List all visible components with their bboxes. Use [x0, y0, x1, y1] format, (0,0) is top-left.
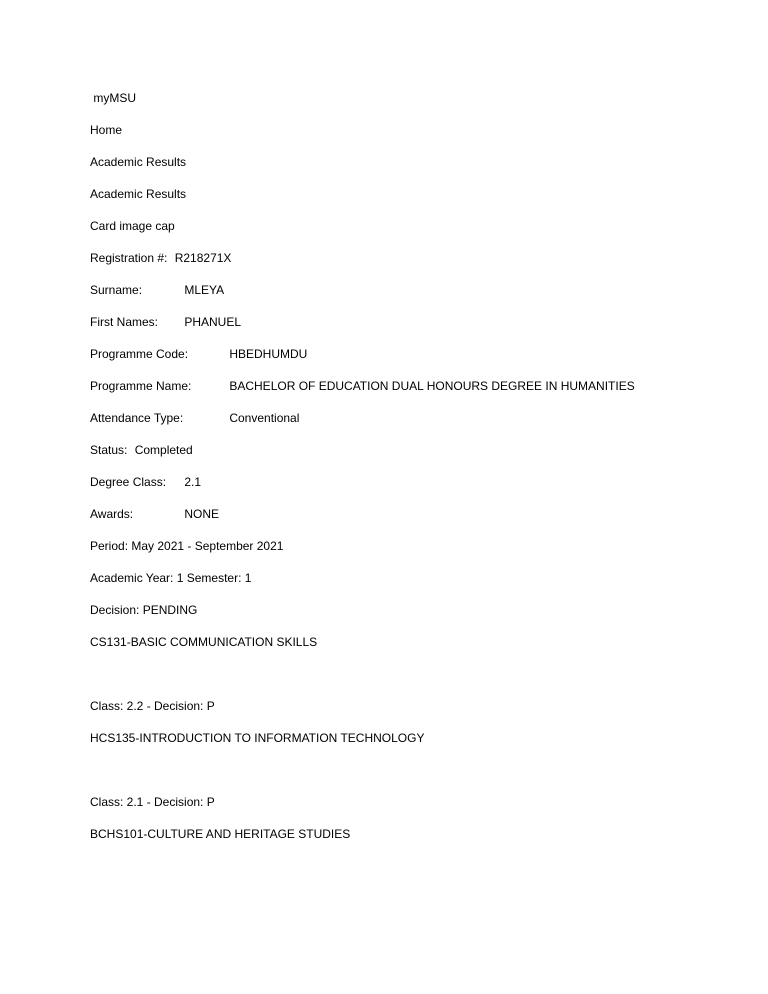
first-names-value: PHANUEL	[184, 315, 242, 329]
degree-class-label: Degree Class:	[90, 475, 167, 489]
programme-name-row	[90, 378, 635, 394]
status-value: Completed	[134, 443, 193, 457]
attendance-type-row	[90, 410, 299, 426]
brand-text[interactable]: myMSU	[90, 91, 136, 105]
awards-row	[90, 506, 219, 522]
programme-code-row	[90, 346, 307, 362]
awards-label: Awards:	[90, 507, 134, 521]
first-names-row	[90, 314, 241, 330]
period-text: Period: May 2021 - September 2021	[90, 539, 284, 553]
nav-home-label[interactable]: Home	[90, 123, 123, 137]
decision-text: Decision: PENDING	[90, 603, 198, 617]
attendance-type-value: Conventional	[229, 411, 300, 425]
surname-value: MLEYA	[184, 283, 225, 297]
awards-value: NONE	[184, 507, 220, 521]
nav-academic-results-label[interactable]: Academic Results	[90, 155, 187, 169]
course-result: Class: 2.1 - Decision: P	[90, 795, 215, 809]
page-title: Academic Results	[90, 187, 187, 201]
programme-code-value: HBEDHUMDU	[229, 347, 308, 361]
programme-name-label: Programme Name:	[90, 379, 192, 393]
nav-home[interactable]	[90, 122, 122, 138]
degree-class-row	[90, 474, 201, 490]
nav-academic-results[interactable]	[90, 154, 186, 170]
first-names-label: First Names:	[90, 315, 159, 329]
registration-row	[90, 250, 231, 266]
surname-row	[90, 282, 224, 298]
status-label: Status:	[90, 443, 128, 457]
surname-label: Surname:	[90, 283, 143, 297]
course-result: Class: 2.2 - Decision: P	[90, 699, 215, 713]
academic-term-text: Academic Year: 1 Semester: 1	[90, 571, 252, 585]
degree-class-value: 2.1	[184, 475, 202, 489]
brand-link[interactable]	[90, 90, 136, 106]
card-image-alt: Card image cap	[90, 219, 175, 233]
course-name: BCHS101-CULTURE AND HERITAGE STUDIES	[90, 827, 351, 841]
status-row	[90, 442, 193, 458]
programme-name-value: BACHELOR OF EDUCATION DUAL HONOURS DEGREE IN HUMANITIES	[229, 379, 635, 393]
registration-value: R218271X	[174, 251, 232, 265]
course-name: HCS135-INTRODUCTION TO INFORMATION TECHNOLOGY	[90, 731, 425, 745]
registration-label: Registration #:	[90, 251, 168, 265]
programme-code-label: Programme Code:	[90, 347, 189, 361]
attendance-type-label: Attendance Type:	[90, 411, 184, 425]
course-name: CS131-BASIC COMMUNICATION SKILLS	[90, 635, 318, 649]
